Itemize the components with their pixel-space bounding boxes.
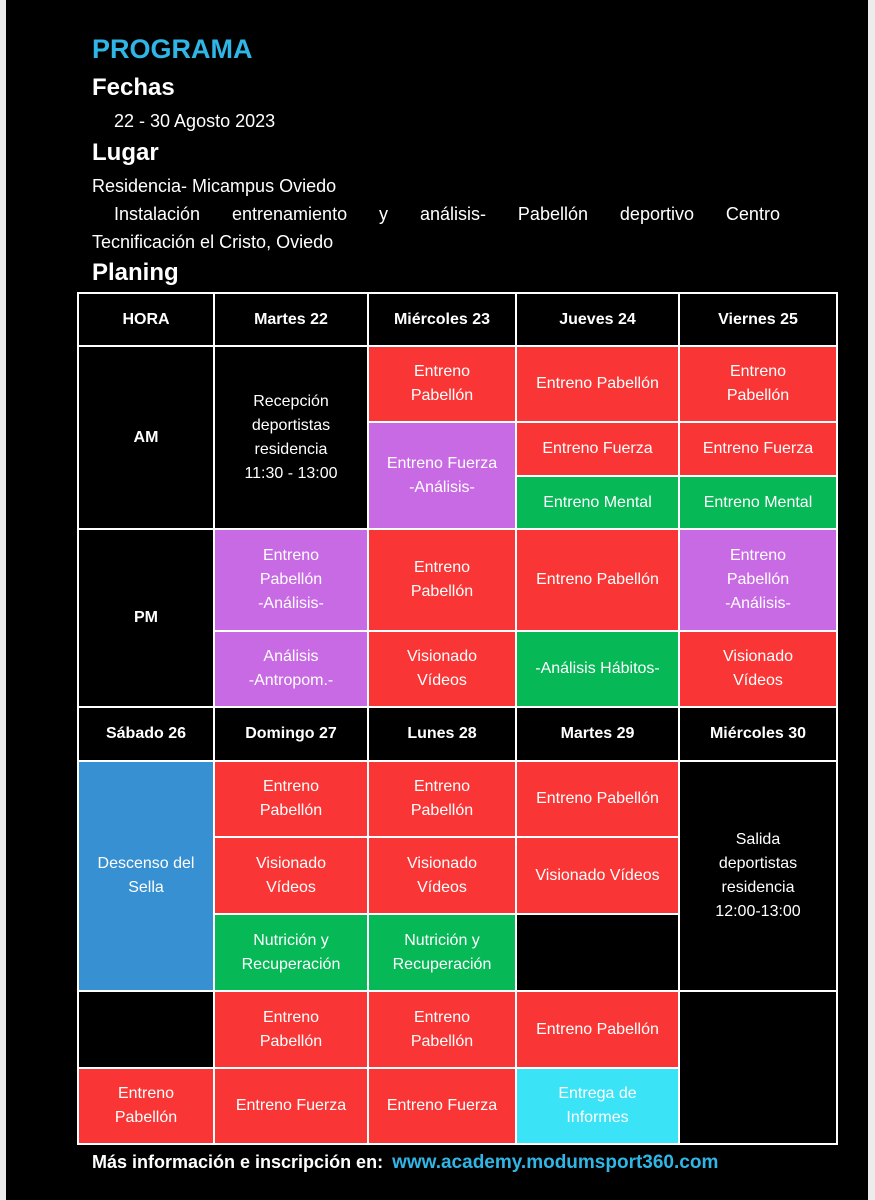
salida-cell: Salida deportistas residencia 12:00-13:00 — [678, 760, 838, 992]
lugar-word: y — [379, 204, 389, 224]
session-cell: Análisis -Antropom.- — [213, 630, 369, 708]
session-cell: Visionado Vídeos — [515, 836, 680, 915]
session-cell: Entreno Mental — [515, 475, 680, 530]
session-cell: Entreno Fuerza — [678, 421, 838, 477]
session-cell: Entreno Pabellón — [213, 990, 369, 1069]
empty-cell — [77, 990, 215, 1069]
session-cell: Entreno Pabellón — [367, 345, 517, 423]
session-cell: Descenso del Sella — [77, 760, 215, 992]
planing-heading: Planing — [92, 259, 179, 286]
header-day: Martes 29 — [515, 706, 680, 762]
session-cell: -Análisis Hábitos- — [515, 630, 680, 708]
session-cell: Entreno Pabellón -Análisis- — [213, 528, 369, 632]
session-cell: Visionado Vídeos — [367, 630, 517, 708]
header-day: Sábado 26 — [77, 706, 215, 762]
program-sheet — [6, 0, 868, 1200]
website-link[interactable]: www.academy.modumsport360.com — [392, 1152, 719, 1173]
header-day: Jueves 24 — [515, 292, 680, 347]
session-cell: Entreno Fuerza — [367, 1067, 517, 1145]
lugar-word: Pabellón — [517, 204, 588, 224]
session-cell: Visionado Vídeos — [678, 630, 838, 708]
lugar-line-2 — [92, 200, 780, 228]
am-label: AM — [77, 345, 215, 530]
session-cell: Entreno Fuerza — [515, 421, 680, 477]
session-cell: Entreno Pabellón -Análisis- — [678, 528, 838, 632]
lugar-word: Centro — [725, 204, 780, 224]
empty-cell — [515, 913, 680, 992]
lugar-line-3: Tecnificación el Cristo, Oviedo — [92, 232, 334, 252]
session-cell: Entreno Fuerza -Análisis- — [367, 421, 517, 530]
page-title: PROGRAMA — [92, 34, 253, 64]
session-cell: Entreno Pabellón — [515, 760, 680, 838]
header-day: Domingo 27 — [213, 706, 369, 762]
footer — [92, 1152, 718, 1174]
session-cell: Entreno Pabellón — [213, 760, 369, 838]
session-cell: Entreno Pabellón — [515, 990, 680, 1069]
fechas-heading: Fechas — [92, 74, 175, 101]
session-cell: Entreno Pabellón — [515, 528, 680, 632]
session-cell: Nutrición y Recuperación — [367, 913, 517, 992]
fechas-value: 22 - 30 Agosto 2023 — [114, 111, 276, 131]
lugar-word: deportivo — [619, 204, 694, 224]
session-cell: Entreno Pabellón — [678, 345, 838, 423]
session-cell: Entreno Mental — [678, 475, 838, 530]
pm-label: PM — [77, 528, 215, 708]
session-cell: Entreno Fuerza — [213, 1067, 369, 1145]
session-cell: Visionado Vídeos — [213, 836, 369, 915]
lugar-word: entrenamiento — [232, 204, 348, 224]
session-cell: Entrega de Informes — [515, 1067, 680, 1145]
session-cell: Entreno Pabellón — [515, 345, 680, 423]
session-cell: Visionado Vídeos — [367, 836, 517, 915]
session-cell: Entreno Pabellón — [367, 528, 517, 632]
recepcion-cell: Recepción deportistas residencia 11:30 - 13:00 — [213, 345, 369, 530]
header-day: Martes 22 — [213, 292, 369, 347]
header-day: Lunes 28 — [367, 706, 517, 762]
session-cell: Entreno Pabellón — [367, 990, 517, 1069]
empty-cell — [678, 990, 838, 1145]
header-hora: HORA — [77, 292, 215, 347]
lugar-line-1: Residencia- Micampus Oviedo — [92, 176, 337, 196]
header-day: Miércoles 23 — [367, 292, 517, 347]
session-cell: Nutrición y Recuperación — [213, 913, 369, 992]
lugar-word: análisis- — [419, 204, 486, 224]
lugar-word: Instalación — [114, 204, 201, 224]
header-day: Viernes 25 — [678, 292, 838, 347]
header-day: Miércoles 30 — [678, 706, 838, 762]
session-cell: Entreno Pabellón — [367, 760, 517, 838]
footer-text: Más información e inscripción en: — [92, 1152, 384, 1172]
lugar-heading: Lugar — [92, 139, 159, 166]
session-cell: Entreno Pabellón — [77, 1067, 215, 1145]
